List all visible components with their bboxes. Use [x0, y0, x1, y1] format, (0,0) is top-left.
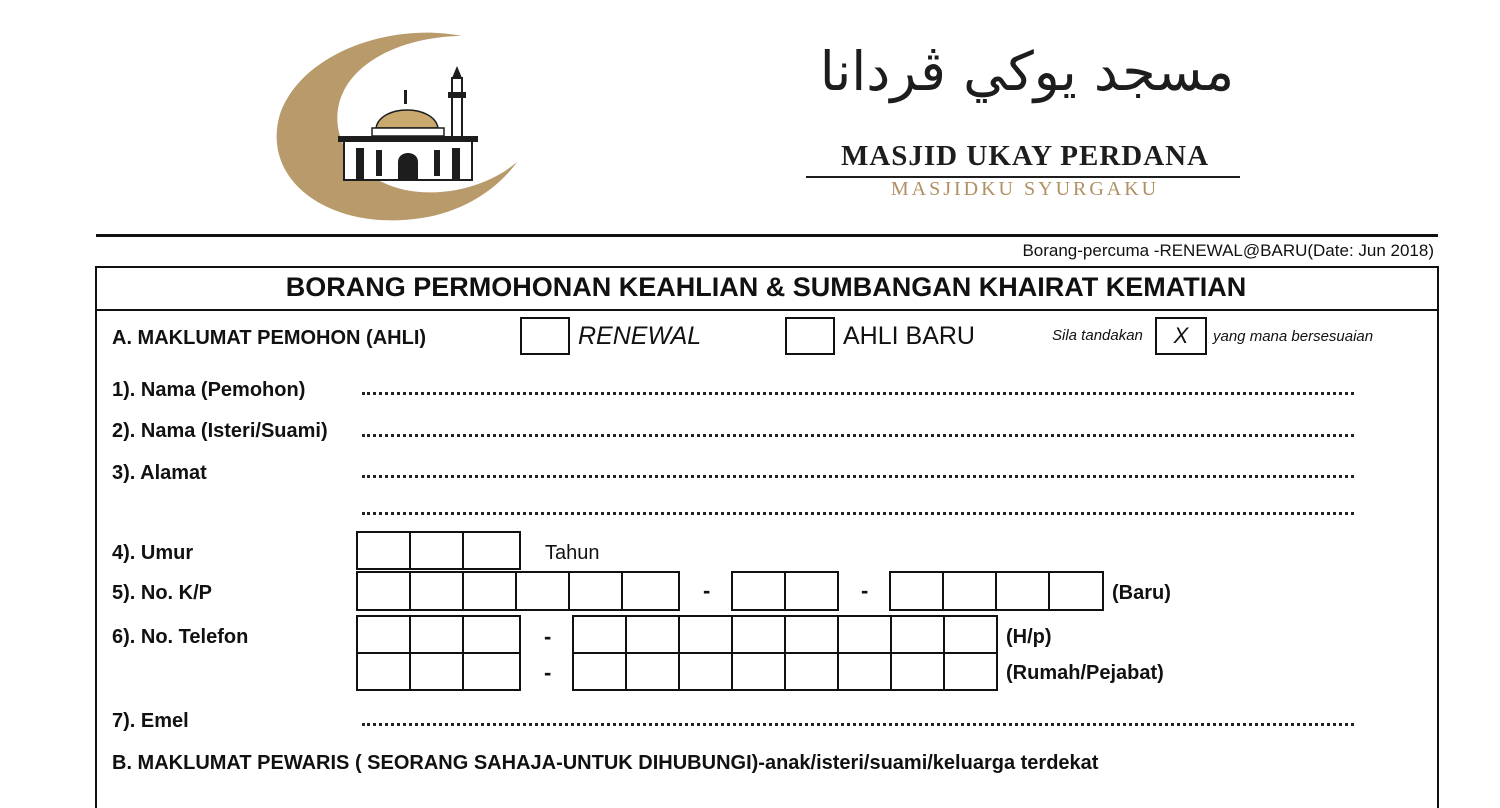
umur-boxes[interactable] — [356, 531, 521, 570]
nama-input-line[interactable] — [362, 392, 1354, 395]
tel-number-boxes[interactable] — [572, 615, 998, 691]
form-note: Borang-percuma -RENEWAL@BARU(Date: Jun 2018) — [1022, 241, 1434, 260]
field-label-pasangan: 2). Nama (Isteri/Suami) — [112, 420, 328, 442]
section-b-heading: B. MAKLUMAT PEWARIS ( SEORANG SAHAJA-UNTUK DIHUBUNGI)-anak/isteri/suami/keluarga terdekat — [112, 752, 1099, 774]
kp-boxes-part2[interactable] — [731, 571, 839, 611]
field-label-nama: 1). Nama (Pemohon) — [112, 379, 306, 401]
title-bar — [95, 266, 1437, 311]
tel-rumah-label: (Rumah/Pejabat) — [1006, 662, 1164, 684]
crescent-mosque-icon — [272, 22, 812, 222]
kp-boxes-part3[interactable] — [889, 571, 1104, 611]
kp-separator-2: - — [861, 578, 869, 603]
renewal-checkbox[interactable] — [520, 317, 570, 355]
instruction-text-end: yang mana bersesuaian — [1213, 328, 1374, 345]
alamat-input-line-1[interactable] — [362, 475, 1354, 478]
field-label-kp: 5). No. K/P — [112, 582, 213, 604]
form-title: BORANG PERMOHONAN KEAHLIAN & SUMBANGAN KHAIRAT KEMATIAN — [285, 272, 1247, 302]
pasangan-input-line[interactable] — [362, 434, 1354, 437]
tel-rumah-separator: - — [544, 660, 552, 685]
field-label-emel: 7). Emel — [112, 710, 189, 732]
emel-input-line[interactable] — [362, 723, 1354, 726]
sample-mark-box: X — [1155, 317, 1207, 355]
mosque-logo — [272, 22, 1235, 222]
new-member-checkbox[interactable] — [785, 317, 835, 355]
field-label-alamat: 3). Alamat — [112, 462, 207, 484]
logo-name: MASJID UKAY PERDANA — [840, 140, 1210, 172]
field-label-telefon: 6). No. Telefon — [112, 626, 249, 648]
instruction-text: Sila tandakan — [1052, 327, 1143, 344]
tel-hp-separator: - — [544, 624, 552, 649]
section-a-heading: A. MAKLUMAT PEMOHON (AHLI) — [112, 327, 427, 349]
logo-arabic-text: مسجد يوكي ڤردانا — [819, 40, 1235, 103]
kp-separator-1: - — [703, 578, 711, 603]
umur-unit: Tahun — [545, 542, 600, 564]
alamat-input-line-2[interactable] — [362, 512, 1354, 515]
kp-boxes-part1[interactable] — [356, 571, 680, 611]
logo-tagline: MASJIDKU SYURGAKU — [890, 178, 1160, 200]
renewal-label: RENEWAL — [578, 322, 702, 350]
kp-suffix: (Baru) — [1112, 582, 1171, 604]
tel-hp-label: (H/p) — [1006, 626, 1052, 648]
header-divider — [96, 234, 1438, 237]
new-member-label: AHLI BARU — [843, 322, 975, 350]
tel-prefix-boxes[interactable] — [356, 615, 521, 691]
field-label-umur: 4). Umur — [112, 542, 194, 564]
